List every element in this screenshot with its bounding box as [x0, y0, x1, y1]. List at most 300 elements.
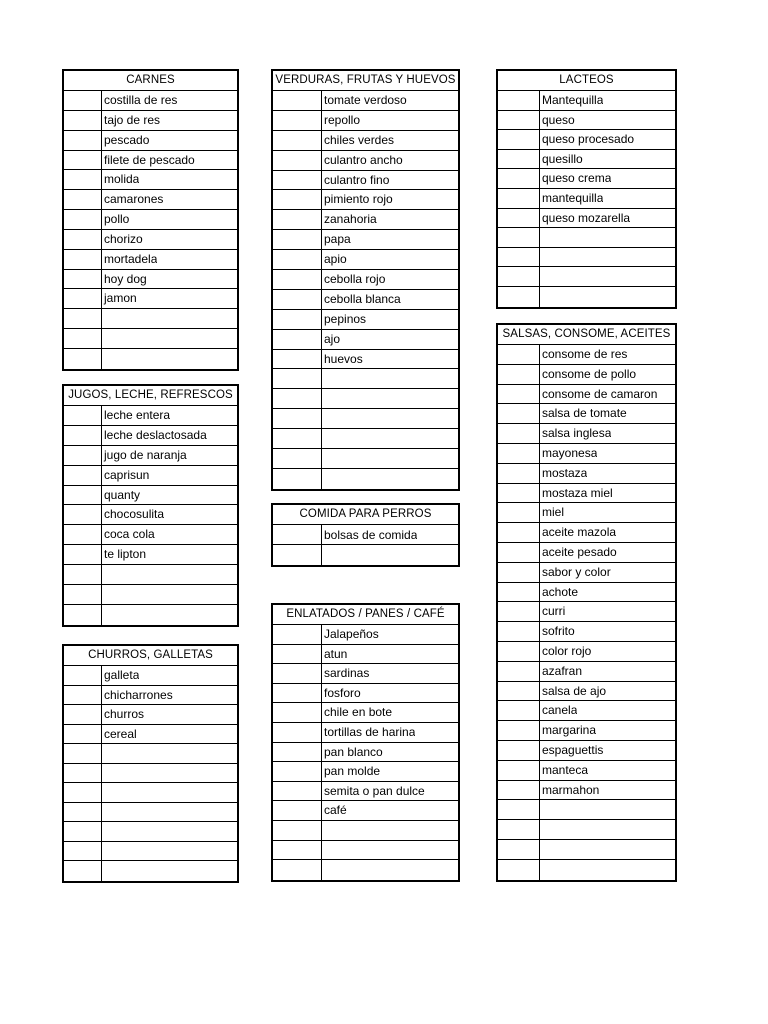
list-row	[273, 171, 458, 191]
list-item-text: chocosulita	[104, 507, 165, 522]
table-carnes	[62, 69, 239, 371]
list-item-text: tortillas de harina	[324, 724, 416, 739]
checkbox-cell[interactable]	[498, 682, 540, 701]
table-title: COMIDA PARA PERROS	[273, 505, 458, 525]
checkbox-cell[interactable]	[273, 369, 322, 388]
list-row	[498, 404, 675, 424]
list-item-text: salsa inglesa	[542, 426, 612, 441]
list-row	[498, 523, 675, 543]
list-row	[498, 189, 675, 209]
list-row	[64, 725, 237, 745]
list-row	[64, 289, 237, 309]
checkbox-cell[interactable]	[64, 426, 102, 445]
list-row	[498, 622, 675, 642]
checkbox-cell[interactable]	[64, 505, 102, 524]
list-row	[273, 625, 458, 645]
list-row	[64, 426, 237, 446]
list-item-text: filete de pescado	[104, 152, 195, 167]
checkbox-cell[interactable]	[498, 345, 540, 364]
checkbox-cell[interactable]	[64, 446, 102, 465]
list-item-text	[322, 409, 324, 428]
list-item-text	[540, 228, 542, 247]
checkbox-cell[interactable]	[498, 701, 540, 720]
list-row	[64, 210, 237, 230]
list-item-text: queso mozarella	[542, 210, 631, 225]
checkbox-cell[interactable]	[273, 762, 322, 781]
list-row	[273, 762, 458, 782]
checkbox-cell[interactable]	[498, 150, 540, 169]
list-row	[498, 365, 675, 385]
list-item-text: chiles verdes	[324, 132, 395, 147]
checkbox-cell[interactable]	[498, 404, 540, 423]
checkbox-cell[interactable]	[64, 525, 102, 544]
list-row	[498, 287, 675, 307]
list-row	[273, 230, 458, 250]
checkbox-cell[interactable]	[498, 840, 540, 859]
checkbox-cell[interactable]	[498, 583, 540, 602]
list-row	[498, 741, 675, 761]
list-row	[64, 131, 237, 151]
table-verduras-frutas-huevos	[271, 69, 460, 491]
checkbox-cell[interactable]	[64, 783, 102, 802]
checkbox-cell[interactable]	[498, 543, 540, 562]
checkbox-cell[interactable]	[64, 565, 102, 584]
checkbox-cell[interactable]	[498, 130, 540, 149]
list-item-text: sabor y color	[542, 564, 611, 579]
list-row	[498, 860, 675, 880]
table-salsas-consome-aceites	[496, 323, 677, 882]
checkbox-cell[interactable]	[498, 721, 540, 740]
list-item-text: costilla de res	[104, 93, 178, 107]
table-title: ENLATADOS / PANES / CAFÉ	[273, 605, 458, 625]
checkbox-cell[interactable]	[273, 91, 322, 110]
list-row	[273, 469, 458, 489]
list-row	[273, 782, 458, 802]
list-row	[64, 406, 237, 426]
checkbox-cell[interactable]	[64, 466, 102, 485]
table-title: VERDURAS, FRUTAS Y HUEVOS	[273, 71, 458, 91]
checkbox-cell[interactable]	[273, 429, 322, 448]
list-item-text	[102, 822, 104, 841]
list-item-text: jugo de naranja	[104, 447, 187, 462]
checkbox-cell[interactable]	[64, 190, 102, 209]
checkbox-cell[interactable]	[498, 642, 540, 661]
checkbox-cell[interactable]	[498, 91, 540, 110]
list-item-text: pepinos	[324, 311, 367, 326]
list-item-text: cebolla rojo	[324, 272, 386, 287]
list-row	[273, 210, 458, 230]
checkbox-cell[interactable]	[64, 822, 102, 841]
list-item-text	[322, 449, 324, 468]
list-row	[498, 484, 675, 504]
list-item-text: queso	[542, 112, 575, 127]
list-item-text: quanty	[104, 487, 141, 502]
checkbox-cell[interactable]	[64, 289, 102, 308]
checkbox-cell[interactable]	[498, 484, 540, 503]
checkbox-cell[interactable]	[273, 389, 322, 408]
list-item-text	[102, 329, 104, 348]
list-row	[64, 329, 237, 349]
list-item-text: culantro fino	[324, 172, 390, 187]
list-row	[498, 583, 675, 603]
list-item-text: quesillo	[542, 151, 583, 166]
list-row	[498, 111, 675, 131]
checkbox-cell[interactable]	[273, 684, 322, 703]
checkbox-cell[interactable]	[64, 91, 102, 110]
list-row	[498, 563, 675, 583]
list-row	[273, 841, 458, 861]
checkbox-cell[interactable]	[64, 170, 102, 189]
list-item-text: huevos	[324, 351, 363, 366]
checkbox-cell[interactable]	[273, 449, 322, 468]
checkbox-cell[interactable]	[64, 585, 102, 604]
checkbox-cell[interactable]	[273, 151, 322, 170]
checkbox-cell[interactable]	[273, 350, 322, 369]
list-row	[64, 486, 237, 506]
table-enlatados-panes-cafe	[271, 603, 460, 882]
table-title: SALSAS, CONSOME, ACEITES	[498, 325, 675, 345]
list-item-text	[102, 349, 104, 369]
list-row	[498, 228, 675, 248]
list-row	[498, 781, 675, 801]
list-row	[64, 250, 237, 270]
list-row	[273, 545, 458, 565]
checkbox-cell[interactable]	[64, 545, 102, 564]
checkbox-cell[interactable]	[273, 131, 322, 150]
list-item-text: apio	[324, 252, 347, 267]
list-item-text	[322, 545, 324, 565]
list-item-text: margarina	[542, 723, 597, 738]
checkbox-cell[interactable]	[273, 782, 322, 801]
list-item-text: leche entera	[104, 408, 171, 422]
checkbox-cell[interactable]	[273, 310, 322, 329]
list-item-text: sofrito	[542, 624, 575, 639]
list-row	[64, 545, 237, 565]
list-row	[273, 429, 458, 449]
checkbox-cell[interactable]	[64, 309, 102, 328]
list-item-text: repollo	[324, 112, 361, 127]
list-row	[498, 444, 675, 464]
list-item-text	[322, 860, 324, 880]
list-item-text: semita o pan dulce	[324, 783, 425, 798]
checkbox-cell[interactable]	[64, 705, 102, 724]
list-row	[64, 446, 237, 466]
list-row	[498, 543, 675, 563]
list-row	[273, 350, 458, 370]
checkbox-cell[interactable]	[498, 860, 540, 880]
checkbox-cell[interactable]	[273, 111, 322, 130]
list-row	[498, 424, 675, 444]
list-row	[273, 449, 458, 469]
list-row	[64, 270, 237, 290]
list-row	[64, 822, 237, 842]
checkbox-cell[interactable]	[64, 725, 102, 744]
table-title: CARNES	[64, 71, 237, 91]
list-row	[64, 111, 237, 131]
list-item-text: Mantequilla	[542, 93, 604, 107]
checkbox-cell[interactable]	[273, 723, 322, 742]
list-row	[273, 190, 458, 210]
list-item-text: pescado	[104, 132, 150, 147]
list-item-text: marmahon	[542, 782, 600, 797]
checkbox-cell[interactable]	[498, 385, 540, 404]
checkbox-cell[interactable]	[273, 330, 322, 349]
checkbox-cell[interactable]	[64, 250, 102, 269]
checkbox-cell[interactable]	[64, 486, 102, 505]
checkbox-cell[interactable]	[64, 131, 102, 150]
checkbox-cell[interactable]	[273, 171, 322, 190]
checkbox-cell[interactable]	[64, 329, 102, 348]
checkbox-cell[interactable]	[64, 861, 102, 881]
list-item-text: bolsas de comida	[324, 528, 418, 542]
list-row	[273, 645, 458, 665]
checkbox-cell[interactable]	[273, 290, 322, 309]
list-item-text: tomate verdoso	[324, 93, 407, 107]
checkbox-cell[interactable]	[64, 270, 102, 289]
list-row	[273, 860, 458, 880]
checkbox-cell[interactable]	[64, 686, 102, 705]
list-item-text: camarones	[104, 192, 164, 207]
list-row	[273, 821, 458, 841]
checkbox-cell[interactable]	[64, 406, 102, 425]
table-lacteos	[496, 69, 677, 309]
list-item-text: mayonesa	[542, 445, 598, 460]
checkbox-cell[interactable]	[498, 800, 540, 819]
list-item-text: queso crema	[542, 171, 612, 186]
checkbox-cell[interactable]	[498, 228, 540, 247]
list-item-text	[322, 369, 324, 388]
list-row	[64, 605, 237, 625]
list-item-text: consome de res	[542, 347, 628, 361]
list-row	[498, 682, 675, 702]
list-row	[498, 721, 675, 741]
checkbox-cell[interactable]	[64, 349, 102, 369]
checkbox-cell[interactable]	[273, 270, 322, 289]
list-item-text: salsa de ajo	[542, 683, 607, 698]
list-row	[64, 686, 237, 706]
list-row	[64, 861, 237, 881]
list-row	[64, 349, 237, 369]
list-item-text: mortadela	[104, 251, 158, 266]
checkbox-cell[interactable]	[273, 469, 322, 489]
list-row	[273, 151, 458, 171]
list-item-text: achote	[542, 584, 579, 599]
list-item-text	[102, 605, 104, 625]
checkbox-cell[interactable]	[64, 764, 102, 783]
checkbox-cell[interactable]	[273, 703, 322, 722]
list-row	[498, 130, 675, 150]
list-row	[273, 91, 458, 111]
list-row	[273, 310, 458, 330]
list-row	[273, 369, 458, 389]
list-row	[273, 270, 458, 290]
list-row	[64, 842, 237, 862]
list-item-text	[322, 429, 324, 448]
list-row	[64, 230, 237, 250]
checkbox-cell[interactable]	[273, 409, 322, 428]
list-row	[64, 505, 237, 525]
checkbox-cell[interactable]	[273, 210, 322, 229]
checkbox-cell[interactable]	[498, 602, 540, 621]
list-item-text: café	[324, 803, 347, 818]
checkbox-cell[interactable]	[498, 662, 540, 681]
list-item-text	[322, 821, 324, 840]
list-row	[498, 503, 675, 523]
list-item-text: pan molde	[324, 764, 381, 779]
list-item-text: canela	[542, 703, 578, 718]
list-item-text: atun	[324, 646, 348, 661]
checkbox-cell[interactable]	[64, 151, 102, 170]
list-item-text: mostaza	[542, 465, 588, 480]
checkbox-cell[interactable]	[498, 111, 540, 130]
list-item-text	[102, 744, 104, 763]
checkbox-cell[interactable]	[273, 250, 322, 269]
list-item-text: salsa de tomate	[542, 406, 627, 421]
table-title: CHURROS, GALLETAS	[64, 646, 237, 666]
list-row	[498, 701, 675, 721]
list-item-text	[102, 309, 104, 328]
checkbox-cell[interactable]	[273, 545, 322, 565]
list-item-text: chile en bote	[324, 705, 393, 720]
list-row	[498, 91, 675, 111]
checkbox-cell[interactable]	[273, 625, 322, 644]
list-item-text: galleta	[104, 668, 140, 682]
checkbox-cell[interactable]	[64, 842, 102, 861]
list-item-text	[540, 860, 542, 880]
list-item-text: aceite mazola	[542, 525, 617, 540]
list-item-text: curri	[542, 604, 566, 619]
list-item-text	[540, 800, 542, 819]
list-item-text	[322, 841, 324, 860]
list-row	[498, 464, 675, 484]
list-row	[273, 684, 458, 704]
list-item-text: pimiento rojo	[324, 192, 393, 207]
checkbox-cell[interactable]	[273, 821, 322, 840]
list-item-text	[102, 565, 104, 584]
table-title: JUGOS, LECHE, REFRESCOS	[64, 386, 237, 406]
list-item-text: chicharrones	[104, 687, 173, 702]
list-row	[64, 666, 237, 686]
checkbox-cell[interactable]	[498, 424, 540, 443]
list-row	[273, 389, 458, 409]
checkbox-cell[interactable]	[64, 210, 102, 229]
checkbox-cell[interactable]	[498, 464, 540, 483]
checkbox-cell[interactable]	[498, 563, 540, 582]
list-item-text: pollo	[104, 212, 130, 227]
checkbox-cell[interactable]	[498, 622, 540, 641]
list-row	[64, 91, 237, 111]
checkbox-cell[interactable]	[498, 761, 540, 780]
list-row	[64, 565, 237, 585]
list-row	[273, 801, 458, 821]
checkbox-cell[interactable]	[498, 820, 540, 839]
list-row	[273, 131, 458, 151]
checkbox-cell[interactable]	[498, 209, 540, 228]
checkbox-cell[interactable]	[498, 248, 540, 267]
checkbox-cell[interactable]	[498, 741, 540, 760]
list-row	[498, 820, 675, 840]
list-item-text: color rojo	[542, 643, 592, 658]
list-row	[498, 209, 675, 229]
list-row	[273, 743, 458, 763]
list-item-text	[322, 389, 324, 408]
list-row	[498, 385, 675, 405]
checkbox-cell[interactable]	[498, 503, 540, 522]
checkbox-cell[interactable]	[273, 525, 322, 544]
checkbox-cell[interactable]	[64, 230, 102, 249]
list-row	[498, 150, 675, 170]
list-item-text: coca cola	[104, 527, 155, 542]
checkbox-cell[interactable]	[273, 743, 322, 762]
list-item-text: queso procesado	[542, 132, 635, 147]
checkbox-cell[interactable]	[273, 841, 322, 860]
list-item-text: aceite pesado	[542, 544, 617, 559]
list-row	[498, 642, 675, 662]
list-row	[64, 309, 237, 329]
list-row	[273, 723, 458, 743]
checkbox-cell[interactable]	[498, 287, 540, 307]
checkbox-cell[interactable]	[64, 744, 102, 763]
list-row	[64, 764, 237, 784]
checkbox-cell[interactable]	[498, 444, 540, 463]
list-item-text: papa	[324, 232, 351, 247]
checkbox-cell[interactable]	[273, 190, 322, 209]
list-row	[498, 267, 675, 287]
checkbox-cell[interactable]	[64, 666, 102, 685]
checkbox-cell[interactable]	[273, 230, 322, 249]
list-item-text: sardinas	[324, 666, 370, 681]
list-item-text: pan blanco	[324, 744, 383, 759]
checkbox-cell[interactable]	[273, 860, 322, 880]
checkbox-cell[interactable]	[64, 605, 102, 625]
list-row	[273, 111, 458, 131]
checkbox-cell[interactable]	[498, 781, 540, 800]
list-item-text	[540, 248, 542, 267]
checkbox-cell[interactable]	[64, 111, 102, 130]
list-item-text	[102, 585, 104, 604]
list-item-text: manteca	[542, 762, 589, 777]
list-row	[64, 744, 237, 764]
list-item-text	[102, 764, 104, 783]
list-item-text: consome de pollo	[542, 366, 637, 381]
checkbox-cell[interactable]	[64, 803, 102, 822]
list-row	[64, 585, 237, 605]
checkbox-cell[interactable]	[498, 523, 540, 542]
list-item-text	[322, 469, 324, 489]
checkbox-cell[interactable]	[498, 169, 540, 188]
list-row	[273, 409, 458, 429]
table-title: LACTEOS	[498, 71, 675, 91]
checkbox-cell[interactable]	[273, 645, 322, 664]
table-comida-para-perros	[271, 503, 460, 567]
list-item-text	[102, 842, 104, 861]
list-row	[498, 602, 675, 622]
list-item-text: zanahoria	[324, 212, 377, 227]
list-item-text	[102, 783, 104, 802]
checkbox-cell[interactable]	[273, 801, 322, 820]
checkbox-cell[interactable]	[498, 365, 540, 384]
list-item-text: chorizo	[104, 231, 143, 246]
list-row	[273, 290, 458, 310]
list-row	[64, 705, 237, 725]
list-item-text: culantro ancho	[324, 152, 403, 167]
checkbox-cell[interactable]	[273, 664, 322, 683]
checkbox-cell[interactable]	[498, 267, 540, 286]
list-item-text: leche deslactosada	[104, 427, 207, 442]
list-row	[64, 803, 237, 823]
list-row	[273, 703, 458, 723]
checkbox-cell[interactable]	[498, 189, 540, 208]
